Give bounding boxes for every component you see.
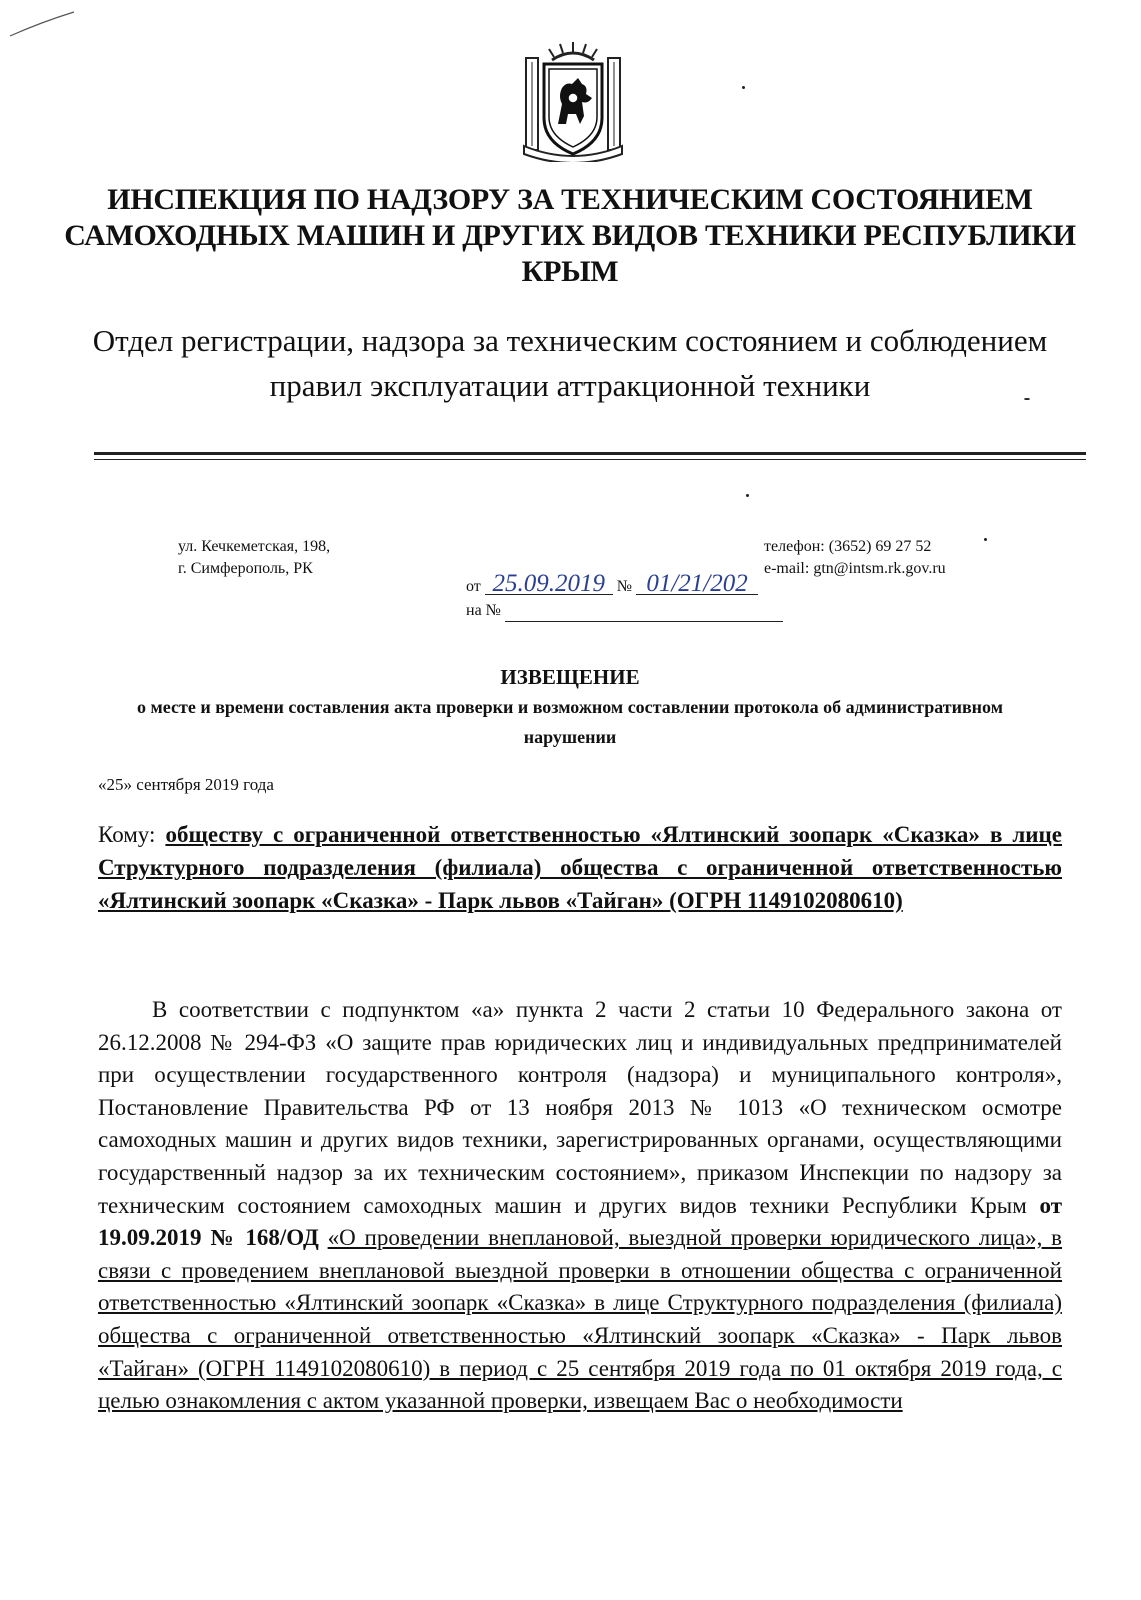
registration-line <box>466 570 758 598</box>
header-divider-thin <box>94 459 1086 460</box>
notice-date: «25» сентября 2019 года <box>98 775 274 794</box>
order-reference: от 19.09.2019 № 168/ОД <box>98 1192 1062 1251</box>
recipient-name: обществу с ограниченной ответственностью «Ялтинский зоопарк «Сказка» в лице Структурного подразделения (филиала) общества с ограниченной ответственностью «Ялтинский зоопарк «Сказка» - Парк львов «Тайган» (ОГРН 1149102080610) <box>98 822 1063 913</box>
pen-stroke-mark <box>8 10 78 40</box>
organization-title: ИНСПЕКЦИЯ ПО НАДЗОРУ ЗА ТЕХНИЧЕСКИМ СОСТОЯНИЕМ САМОХОДНЫХ МАШИН И ДРУГИХ ВИДОВ ТЕХНИКИ РЕСПУБЛИКИ КРЫМ <box>64 183 1076 288</box>
body-text-underlined: «О проведении внеплановой, выездной проверки юридического лица», в связи с проведением внеплановой выездной проверки в отношении общества с ограниченной ответственностью «Ялтинский зоопарк «Сказка» в лице Структурного подразделения (филиала) общества с ограниченной ответственностью «Ялтинский зоопарк «Сказка» - Парк львов «Тайган» (ОГРН 1149102080610) в период с 25 сентября 2019 года по 01 октября 2019 года, с целью ознакомления с актом указанной проверки, извещаем Вас о необходимости <box>98 1225 1063 1414</box>
handwritten-number: 01/21/202 <box>636 574 758 595</box>
reply-label: на № <box>466 602 501 619</box>
reply-reference-line <box>466 600 783 622</box>
notice-subtitle: о месте и времени составления акта проверки и возможном составлении протокола об административном нарушении <box>137 697 1003 747</box>
recipient-block <box>98 818 1062 917</box>
address-block <box>178 536 330 580</box>
notice-title: ИЗВЕЩЕНИЕ <box>500 665 640 689</box>
crimea-coat-of-arms-icon <box>522 38 624 162</box>
department-title: Отдел регистрации, надзора за техническим состоянием и соблюдением правил эксплуатации аттракционной техники <box>92 323 1048 403</box>
recipient-label: Кому: <box>98 822 156 847</box>
address-city: г. Симферополь, РК <box>178 560 313 577</box>
scan-speck <box>984 538 987 541</box>
contact-email: e-mail: gtn@intsm.rk.gov.ru <box>764 560 946 577</box>
reply-number-blank <box>505 603 783 622</box>
body-paragraph <box>98 994 1062 1418</box>
contacts-block <box>764 536 946 580</box>
scan-speck <box>1024 398 1030 400</box>
address-street: ул. Кечкеметская, 198, <box>178 538 331 555</box>
scan-speck <box>746 494 749 497</box>
body-text-part-1: В соответствии с подпунктом «а» пункта 2 части 2 статьи 10 Федерального закона от 26.12.2008 № 294-ФЗ «О защите прав юридических лиц и индивидуальных предпринимателей при осуществлении государственного контроля (надзора) и муниципального контроля», Постановление Правительства РФ от 13 ноября 2013 № 1013 «О техническом осмотре самоходных машин и других видов техники, зарегистрированных органами, осуществляющими государственный надзор за их техническим состоянием», приказом Инспекции по надзору за техническим состоянием самоходных машин и других видов техники Республики Крым <box>98 997 1062 1218</box>
header-divider-thick <box>94 452 1086 455</box>
number-label: № <box>616 578 633 595</box>
contact-phone: телефон: (3652) 69 27 52 <box>764 538 932 555</box>
handwritten-date: 25.09.2019 <box>485 574 613 595</box>
body-text-spacer <box>319 1225 328 1250</box>
scan-speck <box>742 86 745 89</box>
from-label: от <box>466 578 481 595</box>
